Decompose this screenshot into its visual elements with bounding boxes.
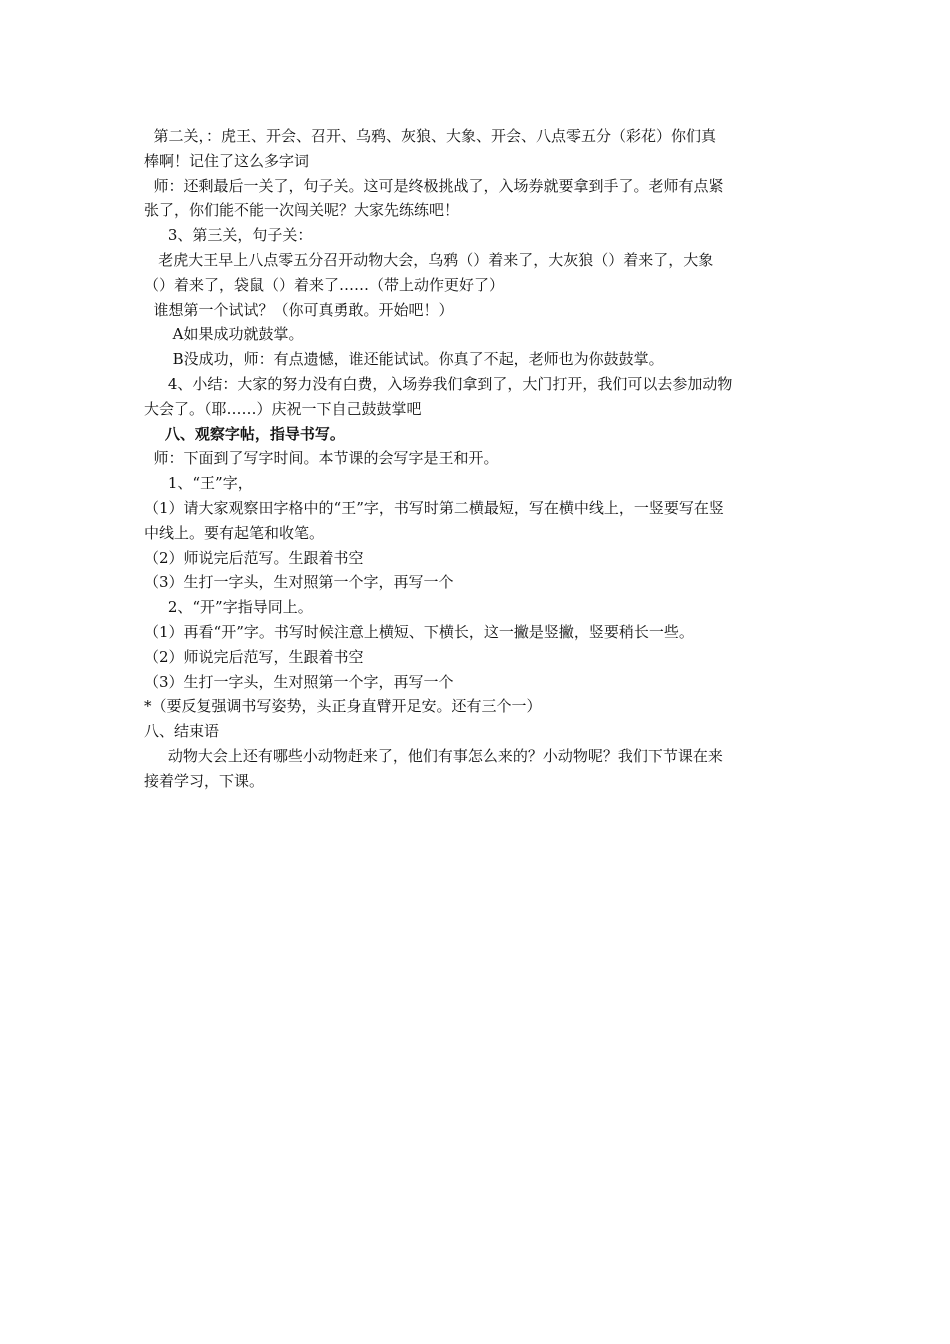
text-line: A如果成功就鼓掌。 [144, 325, 304, 344]
text-line: 大会了。（耶……）庆祝一下自己鼓鼓掌吧 [144, 399, 422, 418]
text-line: （3）生打一字头，生对照第一个字，再写一个 [144, 573, 454, 592]
section-heading: 八、结束语 [144, 722, 220, 741]
document-body [144, 124, 814, 794]
text-line: （2）师说完后范写。生跟着书空 [144, 548, 364, 567]
text-line: 中线上。要有起笔和收笔。 [144, 523, 325, 542]
text-line: 4、小结：大家的努力没有白费，入场券我们拿到了，大门打开，我们可以去参加动物 [144, 374, 733, 393]
text-line: 张了，你们能不能一次闯关呢？大家先练练吧！ [144, 201, 460, 220]
text-line: 谁想第一个试试？（你可真勇敢。开始吧！） [144, 300, 454, 319]
text-line: 1、“王”字， [144, 474, 253, 493]
text-line: 师：下面到了写字时间。本节课的会写字是王和开。 [144, 449, 499, 468]
text-line: （1）再看“开”字。书写时候注意上横短、下横长，这一撇是竖撇，竖要稍长一些。 [144, 622, 694, 641]
text-line: （3）生打一字头，生对照第一个字，再写一个 [144, 672, 454, 691]
text-line: （2）师说完后范写，生跟着书空 [144, 647, 364, 666]
text-line: 老虎大王早上八点零五分召开动物大会，乌鸦（）着来了，大灰狼（）着来了，大象 [144, 250, 714, 269]
text-line: 第二关，：虎王、开会、召开、乌鸦、灰狼、大象、开会、八点零五分（彩花）你们真 [144, 127, 717, 145]
text-line: 动物大会上还有哪些小动物赶来了，他们有事怎么来的？小动物呢？我们下节课在来 [144, 746, 723, 765]
text-line: 3、第三关，句子关： [144, 226, 313, 245]
text-line: 棒啊！记住了这么多字词 [144, 151, 310, 170]
text-line: B没成功，师：有点遗憾，谁还能试试。你真了不起，老师也为你鼓鼓掌。 [144, 350, 664, 369]
text-line: 2、“开”字指导同上。 [144, 598, 313, 617]
section-heading: 八、观察字帖，指导书写。 [144, 424, 345, 443]
text-line: *（要反复强调书写姿势，头正身直臂开足安。还有三个一） [144, 697, 542, 716]
text-line: 师：还剩最后一关了，句子关。这可是终极挑战了，入场券就要拿到手了。老师有点紧 [144, 176, 724, 195]
text-line: （）着来了，袋鼠（）着来了……（带上动作更好了） [144, 275, 505, 294]
text-line: （1）请大家观察田字格中的“王”字，书写时第二横最短，写在横中线上，一竖要写在竖 [144, 498, 724, 517]
text-line: 接着学习，下课。 [144, 771, 265, 790]
